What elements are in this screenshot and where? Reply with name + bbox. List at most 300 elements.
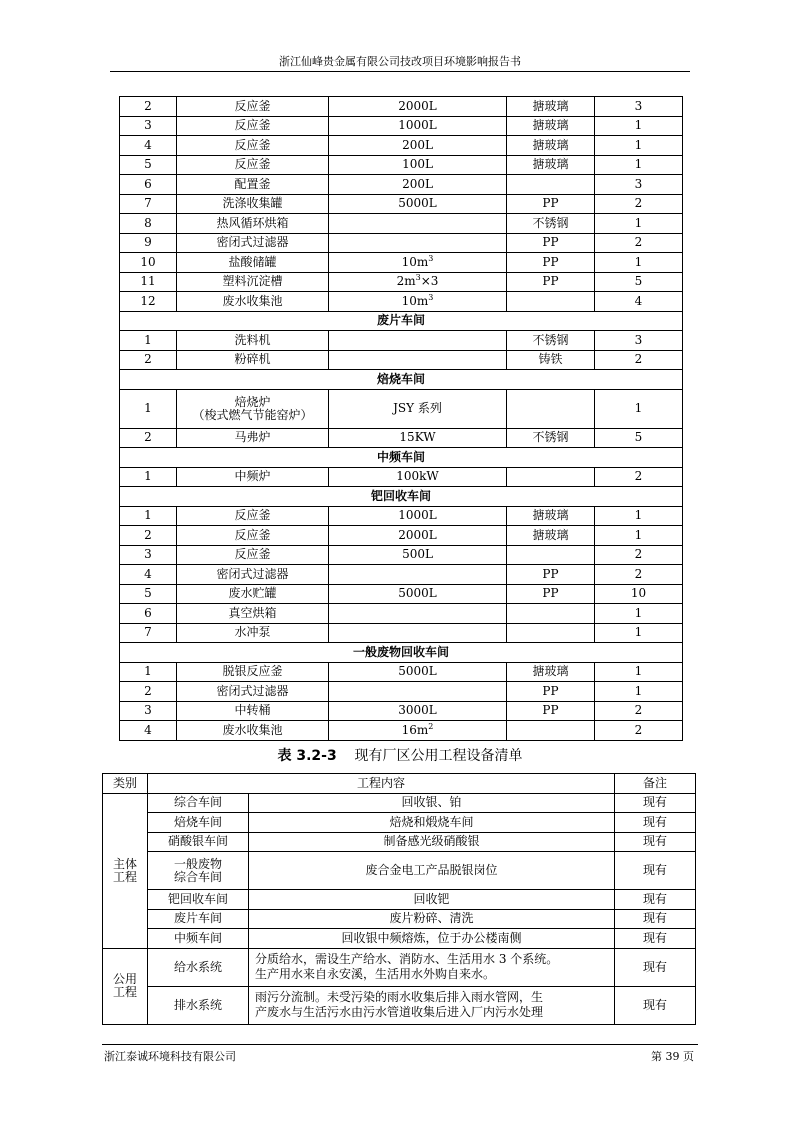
equipment-name-text: 焙烧炉 <box>234 394 271 409</box>
row-number: 3 <box>120 701 177 721</box>
row-number: 4 <box>120 565 177 585</box>
equipment-spec <box>329 233 507 253</box>
spec-superscript: 2 <box>428 721 434 731</box>
spec-text: 200L <box>402 137 433 152</box>
category-cell <box>103 948 148 1024</box>
equipment-quantity: 1 <box>595 253 683 273</box>
spec-text: JSY 系列 <box>393 401 442 415</box>
spec-superscript: 3 <box>428 292 434 302</box>
equipment-material: 搪玻璃 <box>507 155 595 175</box>
equipment-name <box>177 136 329 156</box>
item-content-text: 废片粉碎、清洗 <box>389 911 474 926</box>
row-number: 3 <box>120 116 177 136</box>
section-row <box>120 448 683 468</box>
equipment-quantity: 1 <box>595 506 683 526</box>
equipment-spec <box>329 545 507 565</box>
item-content <box>249 909 615 929</box>
equipment-name <box>177 116 329 136</box>
equipment-material <box>507 175 595 195</box>
item-name-text: 给水系统 <box>173 959 222 974</box>
equipment-material: 铸铁 <box>507 350 595 370</box>
equipment-material: 不锈钢 <box>507 331 595 351</box>
item-remark: 现有 <box>615 986 696 1024</box>
equipment-quantity: 5 <box>595 428 683 448</box>
item-remark: 现有 <box>615 929 696 949</box>
equipment-quantity: 1 <box>595 526 683 546</box>
category-line: 工程 <box>112 985 137 999</box>
spec-text: 1000L <box>398 508 437 523</box>
equipment-name-text: 密闭式过滤器 <box>216 566 289 581</box>
equipment-material: PP <box>507 565 595 585</box>
equipment-material: 搪玻璃 <box>507 506 595 526</box>
header-category: 类别 <box>103 774 148 794</box>
equipment-name <box>177 175 329 195</box>
equipment-quantity: 1 <box>595 682 683 702</box>
item-remark: 现有 <box>615 909 696 929</box>
table-row <box>103 832 696 852</box>
category-line: 主体 <box>112 856 137 871</box>
equipment-spec <box>329 175 507 195</box>
row-number: 1 <box>120 331 177 351</box>
table-row <box>103 986 696 1024</box>
equipment-name-text: 配置釜 <box>234 176 271 191</box>
section-title: 焙烧车间 <box>120 370 683 390</box>
table-row <box>120 253 683 273</box>
item-name <box>148 986 249 1024</box>
equipment-name <box>177 701 329 721</box>
item-name-text: 焙烧车间 <box>173 814 222 829</box>
equipment-quantity: 5 <box>595 272 683 292</box>
equipment-name-text: 反应釜 <box>234 118 271 133</box>
item-content <box>249 890 615 910</box>
table-row <box>120 428 683 448</box>
equipment-spec <box>329 292 507 312</box>
equipment-quantity: 2 <box>595 194 683 214</box>
row-number: 6 <box>120 604 177 624</box>
item-content-text: 分质给水，需设生产给水、消防水、生活用水 3 个系统。 <box>255 952 559 966</box>
row-number: 1 <box>120 662 177 682</box>
equipment-material: PP <box>507 701 595 721</box>
equipment-material: PP <box>507 253 595 273</box>
equipment-spec <box>329 467 507 487</box>
row-number: 12 <box>120 292 177 312</box>
table-row <box>103 793 696 813</box>
equipment-name-text: 反应釜 <box>234 98 271 113</box>
table-row <box>120 389 683 428</box>
equipment-name <box>177 331 329 351</box>
equipment-name-text: 反应釜 <box>234 547 271 562</box>
section-row <box>120 370 683 390</box>
item-name-text: 废片车间 <box>173 911 222 926</box>
item-remark: 现有 <box>615 948 696 986</box>
equipment-material <box>507 721 595 741</box>
equipment-material: PP <box>507 272 595 292</box>
spec-text: 1000L <box>398 118 437 133</box>
section-row <box>120 487 683 507</box>
row-number: 4 <box>120 136 177 156</box>
item-content <box>249 852 615 890</box>
equipment-spec <box>329 272 507 292</box>
spec-text: 5000L <box>398 664 437 679</box>
equipment-spec <box>329 331 507 351</box>
item-name-text: 一般废物 <box>173 856 222 871</box>
table-row <box>120 116 683 136</box>
equipment-quantity: 1 <box>595 136 683 156</box>
equipment-name <box>177 389 329 428</box>
item-content <box>249 832 615 852</box>
equipment-name <box>177 682 329 702</box>
equipment-material: 搪玻璃 <box>507 662 595 682</box>
item-name <box>148 793 249 813</box>
equipment-material <box>507 545 595 565</box>
table-row <box>120 175 683 195</box>
equipment-name-note: （梭式燃气节能窑炉） <box>192 407 313 422</box>
row-number: 7 <box>120 194 177 214</box>
category-cell <box>103 793 148 948</box>
table-row <box>120 350 683 370</box>
table-row <box>120 272 683 292</box>
equipment-quantity: 1 <box>595 116 683 136</box>
equipment-name-text: 反应釜 <box>234 527 271 542</box>
equipment-name-text: 中频炉 <box>234 469 271 484</box>
equipment-quantity: 1 <box>595 604 683 624</box>
equipment-name-text: 中转桶 <box>234 703 271 718</box>
table-row <box>103 813 696 833</box>
equipment-spec <box>329 526 507 546</box>
table-caption <box>110 746 690 766</box>
row-number: 1 <box>120 467 177 487</box>
item-content-text: 雨污分流制。未受污染的雨水收集后排入雨水管网，生 <box>255 990 544 1004</box>
equipment-material: 搪玻璃 <box>507 136 595 156</box>
table-row <box>120 623 683 643</box>
table-row <box>103 909 696 929</box>
spec-text: 100kW <box>396 469 439 484</box>
section-title: 废片车间 <box>120 311 683 331</box>
table-row <box>120 565 683 585</box>
equipment-spec <box>329 214 507 234</box>
spec-text: 2m <box>396 274 416 289</box>
spec-superscript: 3 <box>428 253 434 263</box>
equipment-material <box>507 604 595 624</box>
equipment-material <box>507 292 595 312</box>
equipment-name-text: 反应釜 <box>234 137 271 152</box>
table-row <box>120 331 683 351</box>
equipment-spec <box>329 623 507 643</box>
table-row <box>120 467 683 487</box>
row-number: 2 <box>120 526 177 546</box>
equipment-quantity: 1 <box>595 214 683 234</box>
table-row <box>120 97 683 117</box>
equipment-spec <box>329 155 507 175</box>
table-row <box>103 929 696 949</box>
equipment-spec <box>329 253 507 273</box>
equipment-quantity: 10 <box>595 584 683 604</box>
equipment-quantity: 1 <box>595 623 683 643</box>
item-content-text: 产废水与生活污水由污水管道收集后进入厂内污水处理 <box>255 1005 544 1019</box>
equipment-name-text: 反应釜 <box>234 508 271 523</box>
equipment-spec <box>329 389 507 428</box>
item-content-text: 回收钯 <box>413 891 450 906</box>
equipment-material: 搪玻璃 <box>507 116 595 136</box>
equipment-name <box>177 623 329 643</box>
item-name-text: 中频车间 <box>173 930 222 945</box>
spec-text: 10m <box>401 293 429 308</box>
table-row <box>120 194 683 214</box>
equipment-material: PP <box>507 233 595 253</box>
equipment-material: 不锈钢 <box>507 214 595 234</box>
table-row <box>120 682 683 702</box>
item-name <box>148 948 249 986</box>
page-header: 浙江仙峰贵金属有限公司技改项目环境影响报告书 <box>279 55 521 68</box>
utility-table <box>102 773 696 1025</box>
item-name-text: 钯回收车间 <box>167 891 228 906</box>
equipment-name <box>177 253 329 273</box>
spec-text: 200L <box>402 176 433 191</box>
equipment-quantity: 3 <box>595 97 683 117</box>
equipment-material: PP <box>507 584 595 604</box>
equipment-name <box>177 506 329 526</box>
equipment-name-text: 马弗炉 <box>234 430 271 445</box>
equipment-name <box>177 155 329 175</box>
equipment-name-text: 废水收集池 <box>222 293 283 308</box>
equipment-quantity: 2 <box>595 350 683 370</box>
item-remark: 现有 <box>615 793 696 813</box>
row-number: 11 <box>120 272 177 292</box>
equipment-name <box>177 350 329 370</box>
item-content-text: 焙烧和煅烧车间 <box>389 814 474 829</box>
equipment-name <box>177 584 329 604</box>
spec-text: 3000L <box>398 703 437 718</box>
item-name-text: 排水系统 <box>173 997 222 1012</box>
header-remark: 备注 <box>615 774 696 794</box>
equipment-material: 搪玻璃 <box>507 526 595 546</box>
equipment-name-text: 密闭式过滤器 <box>216 683 289 698</box>
equipment-material <box>507 389 595 428</box>
spec-text: 2000L <box>398 527 437 542</box>
equipment-quantity: 2 <box>595 565 683 585</box>
section-row <box>120 643 683 663</box>
spec-text: 100L <box>402 157 433 172</box>
spec-text: 5000L <box>398 196 437 211</box>
item-name-text: 综合车间 <box>173 795 222 810</box>
equipment-spec <box>329 350 507 370</box>
table-row <box>120 155 683 175</box>
equipment-quantity: 2 <box>595 701 683 721</box>
table-row <box>103 948 696 986</box>
equipment-name-text: 盐酸储罐 <box>228 254 277 269</box>
equipment-name-text: 热风循环烘箱 <box>216 215 289 230</box>
item-content <box>249 813 615 833</box>
equipment-name <box>177 428 329 448</box>
equipment-spec <box>329 701 507 721</box>
table-row <box>120 526 683 546</box>
header-row <box>103 774 696 794</box>
equipment-material: PP <box>507 194 595 214</box>
row-number: 5 <box>120 584 177 604</box>
equipment-material <box>507 467 595 487</box>
item-name-text: 综合车间 <box>173 869 222 884</box>
equipment-spec <box>329 506 507 526</box>
item-name <box>148 832 249 852</box>
equipment-name <box>177 97 329 117</box>
header-content: 工程内容 <box>148 774 615 794</box>
equipment-spec <box>329 604 507 624</box>
equipment-name-text: 真空烘箱 <box>228 605 277 620</box>
row-number: 6 <box>120 175 177 195</box>
row-number: 1 <box>120 506 177 526</box>
row-number: 4 <box>120 721 177 741</box>
item-name <box>148 890 249 910</box>
section-row <box>120 311 683 331</box>
item-content-text: 废合金电工产品脱银岗位 <box>365 863 498 877</box>
equipment-table <box>119 96 683 741</box>
equipment-name <box>177 292 329 312</box>
category-line: 公用 <box>112 972 137 986</box>
row-number: 2 <box>120 428 177 448</box>
equipment-name-text: 粉碎机 <box>234 352 271 367</box>
item-remark: 现有 <box>615 890 696 910</box>
spec-text: 2000L <box>398 98 437 113</box>
equipment-spec <box>329 428 507 448</box>
table-row <box>120 214 683 234</box>
equipment-quantity: 1 <box>595 662 683 682</box>
spec-text: 16m <box>401 722 429 737</box>
section-title: 中频车间 <box>120 448 683 468</box>
equipment-name <box>177 565 329 585</box>
row-number: 8 <box>120 214 177 234</box>
table-row <box>120 136 683 156</box>
table-row <box>120 292 683 312</box>
table-row <box>103 852 696 890</box>
footer-company: 浙江泰诚环境科技有限公司 <box>104 1050 236 1063</box>
equipment-name-text: 洗涤收集罐 <box>222 196 283 211</box>
table-row <box>120 584 683 604</box>
equipment-material <box>507 623 595 643</box>
equipment-name <box>177 194 329 214</box>
equipment-material: 搪玻璃 <box>507 97 595 117</box>
equipment-quantity: 4 <box>595 292 683 312</box>
table-row <box>120 604 683 624</box>
item-content-text: 回收银、铂 <box>401 795 462 810</box>
item-name <box>148 929 249 949</box>
row-number: 3 <box>120 545 177 565</box>
equipment-name-text: 反应釜 <box>234 157 271 172</box>
equipment-name-text: 密闭式过滤器 <box>216 235 289 250</box>
spec-superscript: 3 <box>415 273 421 283</box>
equipment-name <box>177 545 329 565</box>
equipment-quantity: 2 <box>595 233 683 253</box>
equipment-quantity: 3 <box>595 331 683 351</box>
equipment-quantity: 2 <box>595 721 683 741</box>
equipment-spec <box>329 194 507 214</box>
equipment-quantity: 2 <box>595 467 683 487</box>
row-number: 2 <box>120 350 177 370</box>
equipment-name <box>177 233 329 253</box>
item-name-text: 硝酸银车间 <box>167 834 228 849</box>
equipment-name-text: 洗料机 <box>234 332 271 347</box>
equipment-name <box>177 604 329 624</box>
spec-text: 5000L <box>398 586 437 601</box>
table-row <box>120 701 683 721</box>
item-name <box>148 909 249 929</box>
equipment-quantity: 1 <box>595 155 683 175</box>
footer-rule <box>102 1044 698 1045</box>
equipment-spec <box>329 682 507 702</box>
equipment-spec <box>329 721 507 741</box>
equipment-name-text: 废水收集池 <box>222 722 283 737</box>
item-content-text: 回收银中频熔炼，位于办公楼南侧 <box>341 930 522 945</box>
equipment-quantity: 3 <box>595 175 683 195</box>
caption-title: 现有厂区公用工程设备清单 <box>354 748 523 764</box>
item-content <box>249 948 615 986</box>
equipment-spec <box>329 97 507 117</box>
row-number: 2 <box>120 682 177 702</box>
item-remark: 现有 <box>615 813 696 833</box>
item-content <box>249 986 615 1024</box>
table-row <box>120 545 683 565</box>
row-number: 10 <box>120 253 177 273</box>
equipment-name <box>177 467 329 487</box>
table-row <box>120 233 683 253</box>
item-content-text: 制备感光级硝酸银 <box>383 834 480 849</box>
equipment-name <box>177 214 329 234</box>
section-title: 钯回收车间 <box>120 487 683 507</box>
spec-text: 500L <box>402 547 433 562</box>
row-number: 2 <box>120 97 177 117</box>
equipment-name-text: 塑料沉淀槽 <box>222 274 283 289</box>
row-number: 7 <box>120 623 177 643</box>
equipment-name-text: 废水贮罐 <box>228 586 277 601</box>
table-row <box>120 506 683 526</box>
equipment-name <box>177 662 329 682</box>
equipment-spec <box>329 116 507 136</box>
item-content <box>249 929 615 949</box>
row-number: 1 <box>120 389 177 428</box>
header-rule <box>110 71 690 72</box>
table-row <box>103 890 696 910</box>
item-name <box>148 813 249 833</box>
category-line: 工程 <box>112 869 137 884</box>
equipment-name-text: 水冲泵 <box>234 625 271 640</box>
equipment-quantity: 2 <box>595 545 683 565</box>
item-name <box>148 852 249 890</box>
footer-page-number: 第 39 页 <box>651 1050 694 1063</box>
equipment-material: 不锈钢 <box>507 428 595 448</box>
spec-text: 10m <box>401 254 429 269</box>
equipment-name <box>177 526 329 546</box>
equipment-name <box>177 721 329 741</box>
item-remark: 现有 <box>615 832 696 852</box>
equipment-spec <box>329 565 507 585</box>
spec-suffix: ×3 <box>420 274 439 289</box>
equipment-spec <box>329 584 507 604</box>
equipment-spec <box>329 662 507 682</box>
equipment-spec <box>329 136 507 156</box>
item-remark: 现有 <box>615 852 696 890</box>
table-row <box>120 721 683 741</box>
equipment-name <box>177 272 329 292</box>
row-number: 9 <box>120 233 177 253</box>
spec-text: 15KW <box>399 430 436 445</box>
table-row <box>120 662 683 682</box>
section-title: 一般废物回收车间 <box>120 643 683 663</box>
equipment-material: PP <box>507 682 595 702</box>
row-number: 5 <box>120 155 177 175</box>
item-content-text: 生产用水来自永安溪，生活用水外购自来水。 <box>255 967 496 981</box>
equipment-quantity: 1 <box>595 389 683 428</box>
item-content <box>249 793 615 813</box>
caption-number: 表 3.2-3 <box>277 748 337 764</box>
